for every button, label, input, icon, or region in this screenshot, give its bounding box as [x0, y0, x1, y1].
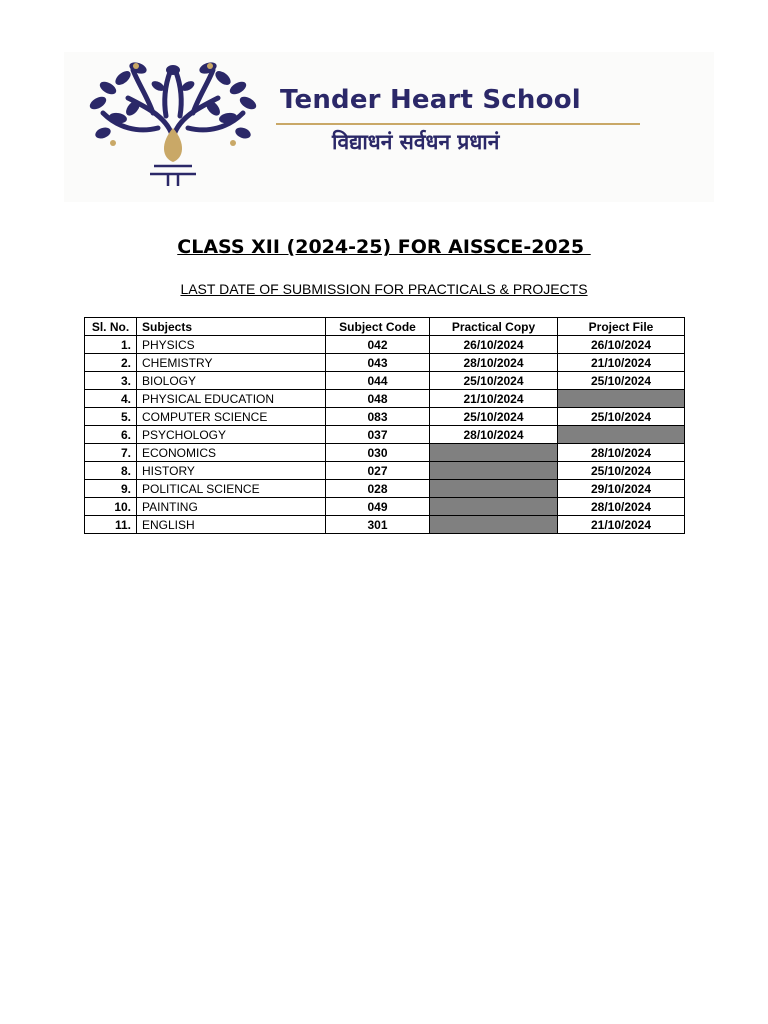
row-practical-date [430, 498, 558, 516]
row-subject: PSYCHOLOGY [137, 426, 326, 444]
row-project-date: 26/10/2024 [558, 336, 685, 354]
row-project-date: 25/10/2024 [558, 408, 685, 426]
row-sl-no: 1. [85, 336, 137, 354]
row-project-date: 25/10/2024 [558, 372, 685, 390]
row-subject-code: 083 [326, 408, 430, 426]
row-sl-no: 10. [85, 498, 137, 516]
table-row [85, 444, 685, 462]
row-sl-no: 2. [85, 354, 137, 372]
row-practical-date [430, 444, 558, 462]
table-row [85, 498, 685, 516]
page-title [0, 236, 768, 258]
row-subject-code: 037 [326, 426, 430, 444]
tree-torch-logo-icon [78, 58, 268, 188]
row-subject: ENGLISH [137, 516, 326, 534]
row-sl-no: 5. [85, 408, 137, 426]
row-practical-date [430, 516, 558, 534]
school-name: Tender Heart School [280, 85, 581, 115]
row-subject: PHYSICS [137, 336, 326, 354]
row-project-date [558, 390, 685, 408]
row-practical-date: 26/10/2024 [430, 336, 558, 354]
row-practical-date: 28/10/2024 [430, 426, 558, 444]
table-header-row [85, 318, 685, 336]
page-subtitle [0, 281, 768, 297]
row-sl-no: 3. [85, 372, 137, 390]
row-practical-date: 21/10/2024 [430, 390, 558, 408]
row-subject: POLITICAL SCIENCE [137, 480, 326, 498]
row-subject: PHYSICAL EDUCATION [137, 390, 326, 408]
row-subject-code: 301 [326, 516, 430, 534]
row-subject-code: 043 [326, 354, 430, 372]
row-subject-code: 042 [326, 336, 430, 354]
row-subject-code: 048 [326, 390, 430, 408]
header-subject-code: Subject Code [326, 318, 430, 336]
row-sl-no: 8. [85, 462, 137, 480]
row-practical-date: 25/10/2024 [430, 372, 558, 390]
row-subject: COMPUTER SCIENCE [137, 408, 326, 426]
row-project-date: 21/10/2024 [558, 516, 685, 534]
row-project-date: 25/10/2024 [558, 462, 685, 480]
page-subtitle-text: LAST DATE OF SUBMISSION FOR PRACTICALS & PROJECTS [180, 281, 588, 297]
header-project-file: Project File [558, 318, 685, 336]
table-row [85, 426, 685, 444]
header-divider [276, 123, 640, 125]
row-project-date: 28/10/2024 [558, 444, 685, 462]
row-subject: ECONOMICS [137, 444, 326, 462]
row-practical-date: 25/10/2024 [430, 408, 558, 426]
row-sl-no: 7. [85, 444, 137, 462]
row-project-date: 28/10/2024 [558, 498, 685, 516]
row-practical-date [430, 480, 558, 498]
table-row [85, 516, 685, 534]
row-sl-no: 11. [85, 516, 137, 534]
header-practical-copy: Practical Copy [430, 318, 558, 336]
row-subject-code: 027 [326, 462, 430, 480]
row-sl-no: 9. [85, 480, 137, 498]
submission-schedule-table [84, 317, 685, 534]
header-subjects: Subjects [137, 318, 326, 336]
row-practical-date [430, 462, 558, 480]
table-row [85, 372, 685, 390]
table-row [85, 354, 685, 372]
row-sl-no: 4. [85, 390, 137, 408]
table-row [85, 336, 685, 354]
table-row [85, 462, 685, 480]
row-subject-code: 044 [326, 372, 430, 390]
row-subject: HISTORY [137, 462, 326, 480]
page-title-text: CLASS XII (2024-25) FOR AISSCE-2025 [177, 236, 591, 258]
table-row [85, 480, 685, 498]
row-project-date: 29/10/2024 [558, 480, 685, 498]
row-subject: PAINTING [137, 498, 326, 516]
row-project-date: 21/10/2024 [558, 354, 685, 372]
row-subject-code: 049 [326, 498, 430, 516]
row-project-date [558, 426, 685, 444]
school-header [64, 52, 714, 202]
row-subject: CHEMISTRY [137, 354, 326, 372]
table-row [85, 408, 685, 426]
table-row [85, 390, 685, 408]
row-subject: BIOLOGY [137, 372, 326, 390]
row-sl-no: 6. [85, 426, 137, 444]
row-subject-code: 030 [326, 444, 430, 462]
school-motto: विद्याधनं सर्वधन प्रधानं [332, 130, 500, 154]
header-sl-no: Sl. No. [85, 318, 137, 336]
row-practical-date: 28/10/2024 [430, 354, 558, 372]
row-subject-code: 028 [326, 480, 430, 498]
